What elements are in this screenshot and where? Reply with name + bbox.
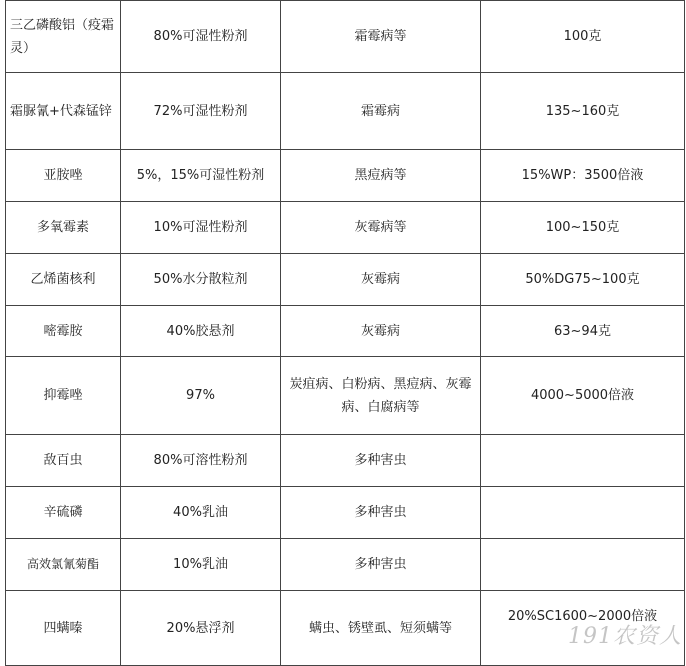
table-cell: 4000~5000倍液 <box>481 357 685 435</box>
watermark: 191农资人 <box>568 624 682 649</box>
table-cell: 40%胶悬剂 <box>121 306 281 357</box>
table-cell <box>481 435 685 487</box>
table-cell: 乙烯菌核利 <box>6 254 121 306</box>
table-row <box>6 254 685 306</box>
table-cell: 100克 <box>481 1 685 73</box>
table-row <box>6 487 685 539</box>
table-row <box>6 539 685 591</box>
table-cell <box>481 487 685 539</box>
table-row <box>6 150 685 202</box>
table-cell: 72%可湿性粉剂 <box>121 73 281 150</box>
table-cell: 抑霉唑 <box>6 357 121 435</box>
table-cell: 四螨嗪 <box>6 591 121 666</box>
table-cell: 炭疽病、白粉病、黑痘病、灰霉病、白腐病等 <box>281 357 481 435</box>
table-cell <box>481 539 685 591</box>
table-cell: 辛硫磷 <box>6 487 121 539</box>
table-cell: 嘧霉胺 <box>6 306 121 357</box>
table-cell: 灰霉病 <box>281 306 481 357</box>
table-cell: 高效氯氰菊酯 <box>6 539 121 591</box>
table-cell: 80%可湿性粉剂 <box>121 1 281 73</box>
table-row <box>6 306 685 357</box>
table-row <box>6 1 685 73</box>
table-cell: 亚胺唑 <box>6 150 121 202</box>
table-cell: 灰霉病 <box>281 254 481 306</box>
table-row <box>6 73 685 150</box>
table-cell: 97% <box>121 357 281 435</box>
table-cell: 40%乳油 <box>121 487 281 539</box>
table-cell: 63~94克 <box>481 306 685 357</box>
table-cell: 螨虫、锈壁虱、短须螨等 <box>281 591 481 666</box>
table-cell: 霜脲氰+代森锰锌 <box>6 73 121 150</box>
table-cell: 20%悬浮剂 <box>121 591 281 666</box>
table-cell: 霜霉病 <box>281 73 481 150</box>
table-cell: 10%可湿性粉剂 <box>121 202 281 254</box>
table-cell: 多种害虫 <box>281 435 481 487</box>
table-cell: 10%乳油 <box>121 539 281 591</box>
pesticide-table <box>5 0 685 666</box>
table-cell: 黑痘病等 <box>281 150 481 202</box>
table-cell: 80%可溶性粉剂 <box>121 435 281 487</box>
table-cell: 100~150克 <box>481 202 685 254</box>
table-row <box>6 202 685 254</box>
table-cell: 霜霉病等 <box>281 1 481 73</box>
table-cell: 50%水分散粒剂 <box>121 254 281 306</box>
table-row <box>6 357 685 435</box>
table-cell: 15%WP：3500倍液 <box>481 150 685 202</box>
table-cell: 多种害虫 <box>281 539 481 591</box>
table-cell: 50%DG75~100克 <box>481 254 685 306</box>
table-cell: 多氧霉素 <box>6 202 121 254</box>
table-cell: 5%，15%可湿性粉剂 <box>121 150 281 202</box>
table-cell: 三乙磷酸铝（疫霜灵） <box>6 1 121 73</box>
table-cell: 20%SC1600~2000倍液 <box>481 591 685 666</box>
table-cell: 敌百虫 <box>6 435 121 487</box>
table-row <box>6 435 685 487</box>
table-cell: 灰霉病等 <box>281 202 481 254</box>
table-cell: 多种害虫 <box>281 487 481 539</box>
table-cell: 135~160克 <box>481 73 685 150</box>
